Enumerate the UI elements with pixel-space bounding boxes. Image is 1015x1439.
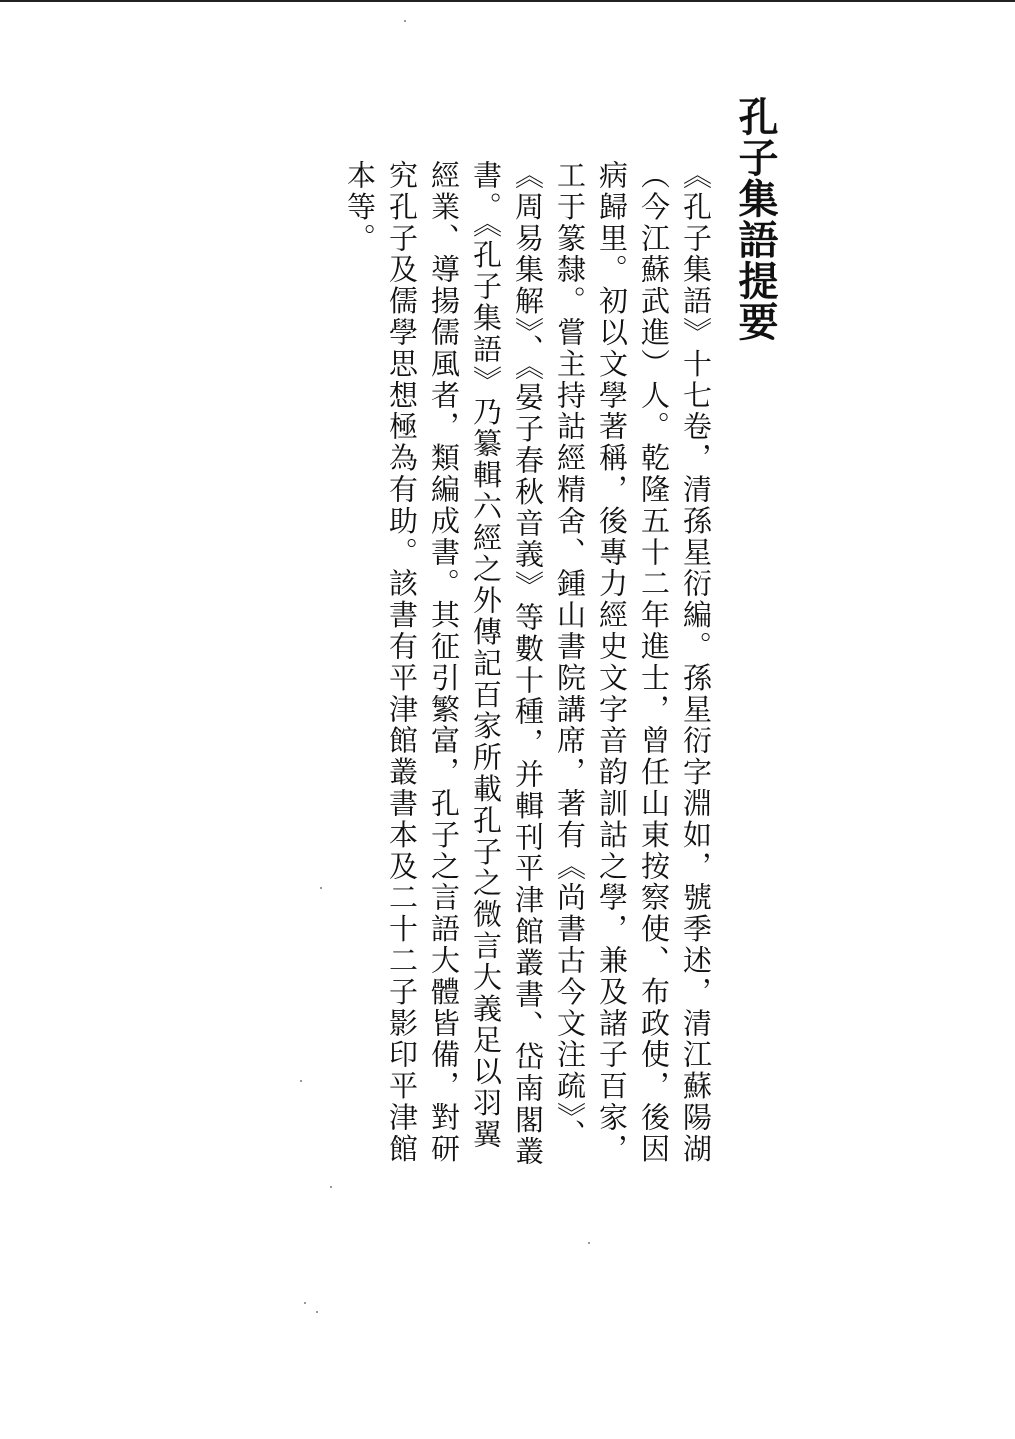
scan-speck bbox=[320, 887, 322, 889]
scan-speck bbox=[404, 20, 406, 22]
body-paragraph: 《孔子集語》十七卷，清孫星衍編。孫星衍字淵如，號季述，清江蘇陽湖（今江蘇武進）人。乾隆五十二年進士，曾任山東按察使、布政使，後因病歸里。初以文學著稱，後專力經史文字音韵訓詁之學，兼及諸子百家，工于篆隸。嘗主持詁經精舍、鍾山書院講席，著有《尚書古今文注疏》、《周易集解》、《晏子春秋音義》等數十種，并輯刊平津館叢書、岱南閣叢書。《孔子集語》乃纂輯六經之外傳記百家所載孔子之微言大義足以羽翼經業、導揚儒風者，類編成書。其征引繁富，孔子之言語大體皆備，對研究孔子及儒學思想極為有助。該書有平津館叢書本及二十二子影印平津館本等。 bbox=[343, 160, 713, 1168]
top-border-line bbox=[0, 0, 1015, 2]
scan-speck bbox=[330, 1186, 332, 1188]
scan-speck bbox=[316, 1311, 318, 1313]
scan-speck bbox=[300, 1080, 302, 1082]
document-title: 孔子集語提要 bbox=[732, 96, 779, 342]
scan-speck bbox=[304, 1302, 306, 1304]
document-body bbox=[339, 160, 717, 1180]
scan-speck bbox=[588, 1242, 590, 1244]
